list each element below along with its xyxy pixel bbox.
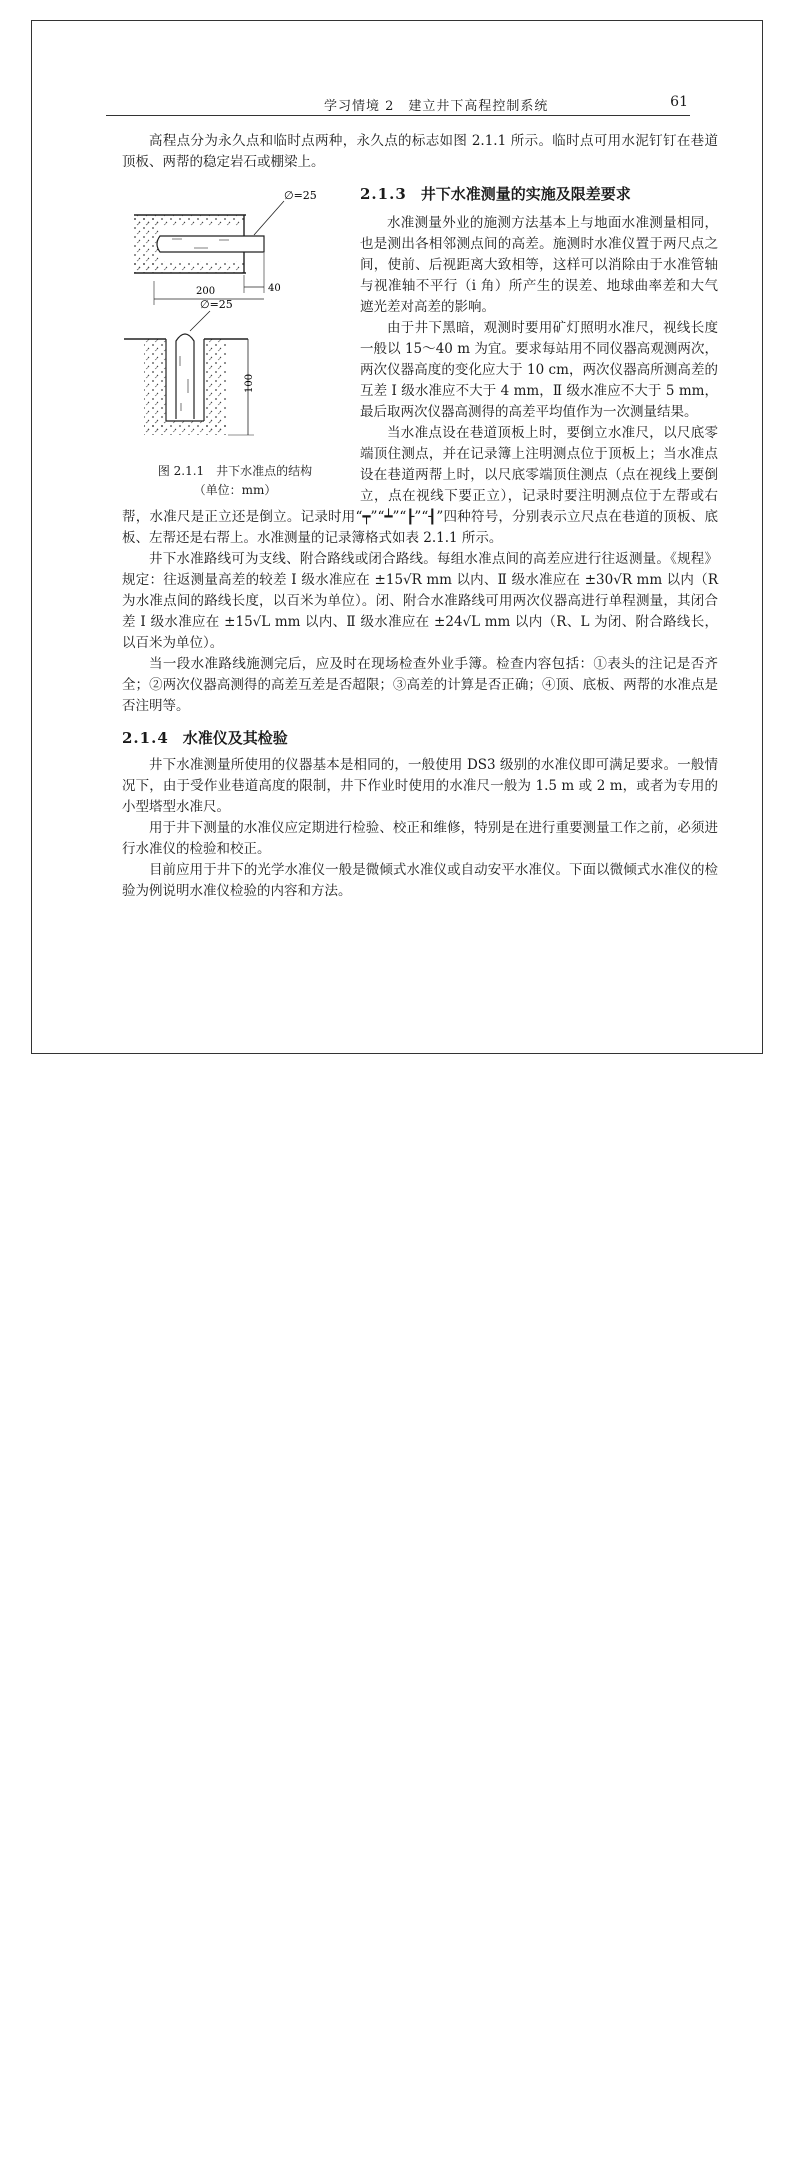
section-heading-2-1-4 (122, 727, 718, 749)
dim-40: 40 (268, 283, 281, 294)
book-page (31, 20, 763, 1054)
section-title: 水准仪及其检验 (182, 729, 288, 747)
paragraph: 用于井下测量的水准仪应定期进行检验、校正和维修，特别是在进行重要测量工作之前，必须进行水准仪的检验和校正。 (122, 820, 718, 857)
paragraph: 井下水准测量所使用的仪器基本是相同的，一般使用 DS3 级别的水准仪即可满足要求。一般情况下，由于受作业巷道高度的限制，井下作业时使用的水准尺一般为 1.5 m 或 2 m，或者为专用的小型塔型水准尺。 (122, 757, 718, 815)
section-number: 2.1.3 (360, 185, 407, 203)
figure-2-1-1 (122, 179, 348, 506)
benchmark-structure-diagram (124, 181, 348, 461)
dim-diameter-top: ∅=25 (284, 189, 317, 202)
paragraph: 当水准点设在巷道顶板上时，要倒立水准尺，以尺底零端顶住测点，并在记录簿上注明测点位于顶板上；当水准点设在巷道两帮上时，以尺底零端顶住测点（点在视线上要倒立，点在视线下要正立），记录时要注明测点位于左帮或右帮，水准尺是正立还是倒立。记录时用“┯”“┷”“┠”“┨”四种符号，分别表示立尺点在巷道的顶板、底板、左帮还是右帮上。水准测量的记录簿格式如表 2.1.1 所示。 (122, 425, 718, 546)
dim-diameter-bottom: ∅=25 (200, 298, 233, 311)
paragraph: 由于井下黑暗，观测时要用矿灯照明水准尺，视线长度一般以 15～40 m 为宜。要求每站用不同仪器高观测两次，两次仪器高度的变化应大于 10 cm，两次仪器高所测高差的互差 Ⅰ 级水准应不大于 4 mm，Ⅱ 级水准应不大于 5 mm，最后取两次仪器高测得的高差平均值作为一次测量结果。 (360, 320, 718, 420)
section-number: 2.1.4 (122, 729, 169, 747)
page-number: 61 (670, 94, 688, 110)
dim-100: 100 (244, 373, 255, 393)
paragraph: 井下水准路线可为支线、附合路线或闭合路线。每组水准点间的高差应进行往返测量。《规程》规定：往返测量高差的较差 Ⅰ 级水准应在 ±15√R mm 以内、Ⅱ 级水准应在 ±30√R mm 以内（R 为水准点间的路线长度，以百米为单位）。闭、附合水准路线可用两次仪器高进行单程测量，其闭合差 Ⅰ 级水准应在 ±15√L mm 以内、Ⅱ 级水准应在 ±24√L mm 以内（R、L 为闭、附合路线长，以百米为单位）。 (122, 551, 718, 651)
figure-caption-unit: （单位：mm） (193, 483, 277, 497)
figure-caption: 图 2.1.1 井下水准点的结构 (157, 464, 313, 478)
running-title: 学习情境 2 建立井下高程控制系统 (324, 99, 549, 114)
paragraph: 水准测量外业的施测方法基本上与地面水准测量相同，也是测出各相邻测点间的高差。施测时水准仪置于两尺点之间，使前、后视距离大致相等，这样可以消除由于水准管轴与视准轴不平行（i 角）所产生的误差、地球曲率差和大气遮光差对高差的影响。 (360, 215, 718, 315)
running-header (106, 93, 690, 116)
intro-paragraph: 高程点分为永久点和临时点两种，永久点的标志如图 2.1.1 所示。临时点可用水泥钉钉在巷道顶板、两帮的稳定岩石或棚梁上。 (122, 133, 718, 170)
paragraph: 当一段水准路线施测完后，应及时在现场检查外业手簿。检查内容包括：①表头的注记是否齐全；②两次仪器高测得的高差互差是否超限；③高差的计算是否正确；④顶、底板、两帮的水准点是否注明等。 (122, 656, 718, 714)
page-body (122, 131, 718, 902)
dim-200: 200 (196, 286, 216, 297)
section-title: 井下水准测量的实施及限差要求 (420, 185, 631, 203)
paragraph: 目前应用于井下的光学水准仪一般是微倾式水准仪或自动安平水准仪。下面以微倾式水准仪的检验为例说明水准仪检验的内容和方法。 (122, 862, 718, 899)
